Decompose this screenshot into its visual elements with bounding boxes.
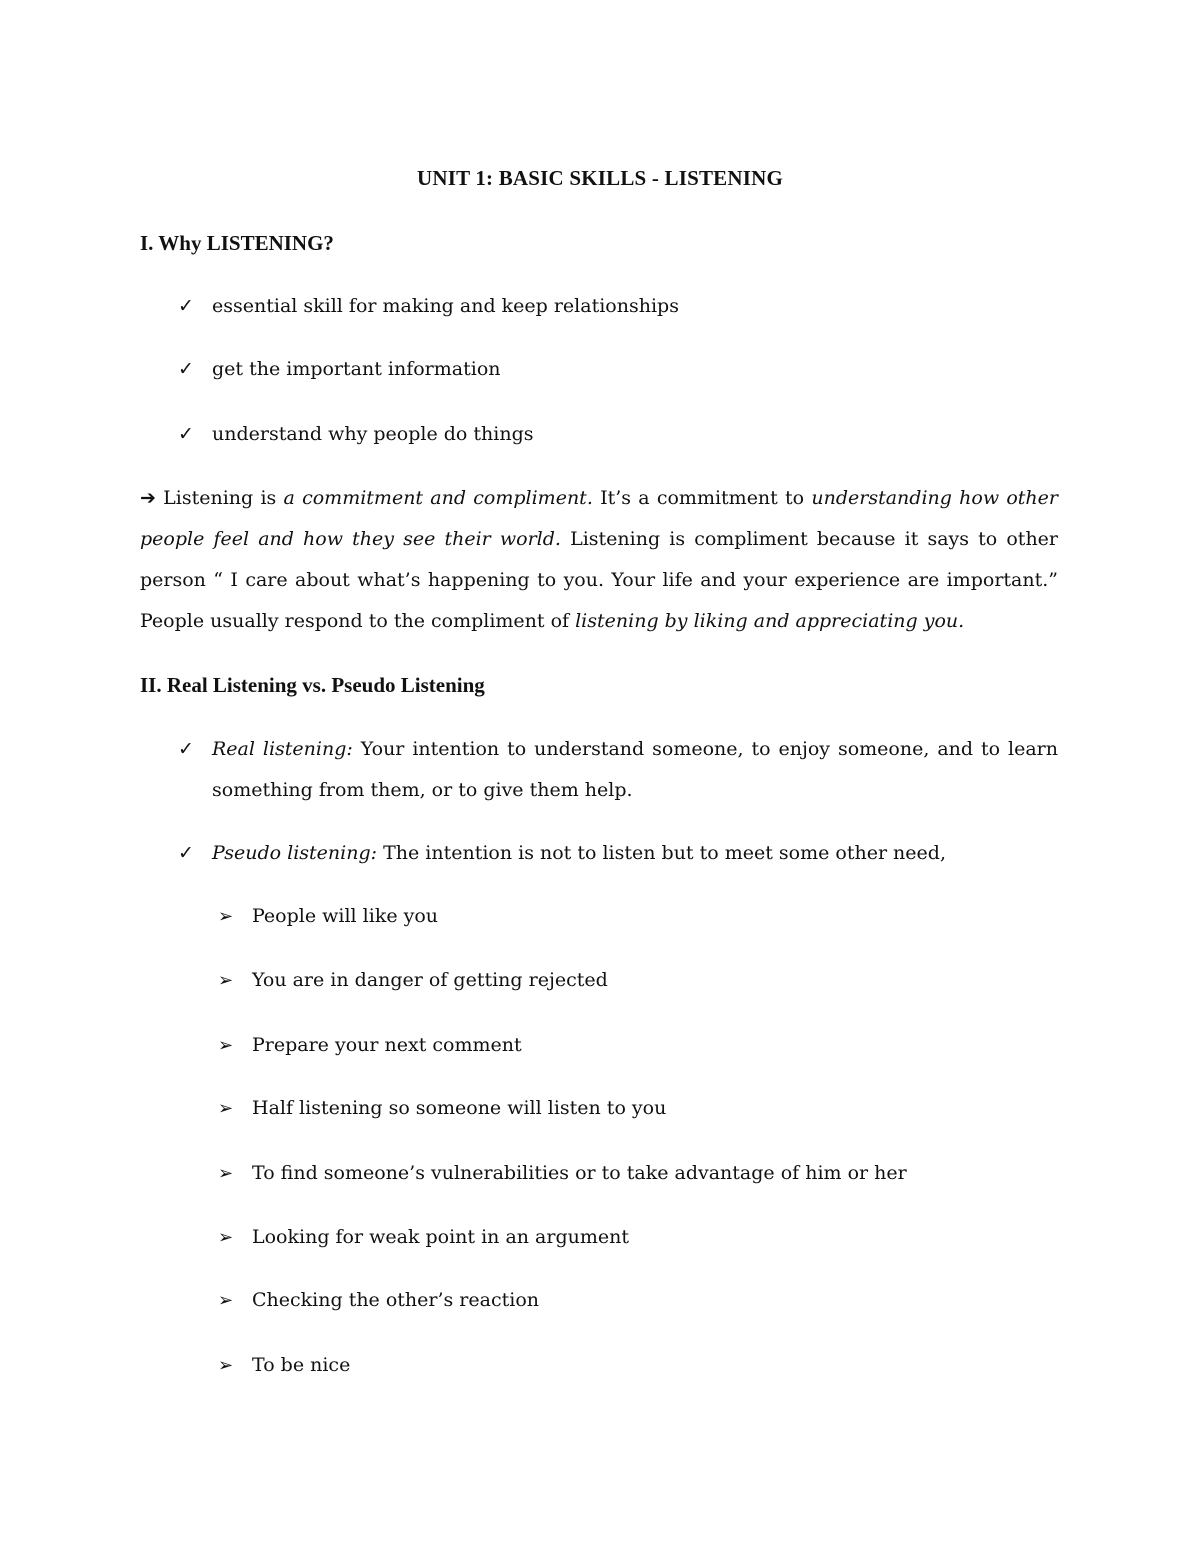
listening-paragraph [140, 478, 1058, 642]
check-icon: ✓ [178, 423, 194, 445]
paragraph-text: Listening is [163, 487, 284, 509]
arrowhead-icon: ➢ [218, 906, 234, 927]
list-item-text: understand why people do things [212, 423, 534, 445]
list-item-text: get the important information [212, 358, 501, 380]
check-icon: ✓ [178, 842, 194, 864]
arrowhead-icon: ➢ [218, 1098, 234, 1119]
real-listening-text [212, 729, 1058, 811]
list-item [218, 1289, 539, 1311]
section2-heading: II. Real Listening vs. Pseudo Listening [140, 673, 485, 697]
list-item-text: People will like you [252, 905, 439, 927]
check-icon: ✓ [178, 738, 194, 760]
pseudo-listening-definition: The intention is not to listen but to meet some other need, [377, 842, 946, 864]
list-item [218, 905, 438, 927]
list-item [178, 423, 534, 445]
list-item [178, 295, 679, 317]
paragraph-text: Listening is compliment because it says to other person “ I care about what’s happening to you. Your life and your experience are important.” People usually respond to the compliment of [140, 528, 1059, 632]
list-item-text: Checking the other’s reaction [252, 1289, 539, 1311]
paragraph-text: It’s a commitment to [592, 487, 812, 509]
list-item-text: To be nice [252, 1354, 351, 1376]
list-item-text: essential skill for making and keep relationships [212, 295, 679, 317]
list-item-text: Half listening so someone will listen to you [252, 1097, 667, 1119]
right-arrow-icon: ➔ [140, 487, 156, 509]
list-item [218, 969, 608, 991]
document-title: UNIT 1: BASIC SKILLS - LISTENING [416, 166, 784, 190]
pseudo-listening-label: Pseudo listening: [212, 842, 378, 864]
real-listening-definition: Your intention to understand someone, to enjoy someone, and to learn something from them, or to give them help. [212, 738, 1058, 801]
list-item [178, 358, 501, 380]
list-item [218, 1226, 629, 1248]
paragraph-emphasis: listening by liking and appreciating you. [575, 610, 965, 632]
list-item-text: Looking for weak point in an argument [252, 1226, 629, 1248]
arrowhead-icon: ➢ [218, 1227, 234, 1248]
arrowhead-icon: ➢ [218, 1355, 234, 1376]
list-item-text: Prepare your next comment [252, 1034, 522, 1056]
paragraph-emphasis: understanding how other people feel and how they see their world. [140, 487, 1058, 550]
arrowhead-icon: ➢ [218, 1035, 234, 1056]
list-item [218, 1354, 350, 1376]
list-item [218, 1162, 907, 1184]
paragraph-emphasis: a commitment and compliment. [283, 487, 593, 509]
real-listening-label: Real listening: [212, 738, 353, 760]
list-item-text: You are in danger of getting rejected [252, 969, 608, 991]
real-listening-item [178, 729, 1058, 811]
check-icon: ✓ [178, 358, 194, 380]
arrowhead-icon: ➢ [218, 1163, 234, 1184]
section1-heading: I. Why LISTENING? [140, 231, 334, 255]
list-item [218, 1097, 666, 1119]
check-icon: ✓ [178, 295, 194, 317]
pseudo-listening-item [178, 842, 946, 864]
arrowhead-icon: ➢ [218, 970, 234, 991]
list-item [218, 1034, 522, 1056]
list-item-text: To find someone’s vulnerabilities or to take advantage of him or her [252, 1162, 907, 1184]
arrowhead-icon: ➢ [218, 1290, 234, 1311]
